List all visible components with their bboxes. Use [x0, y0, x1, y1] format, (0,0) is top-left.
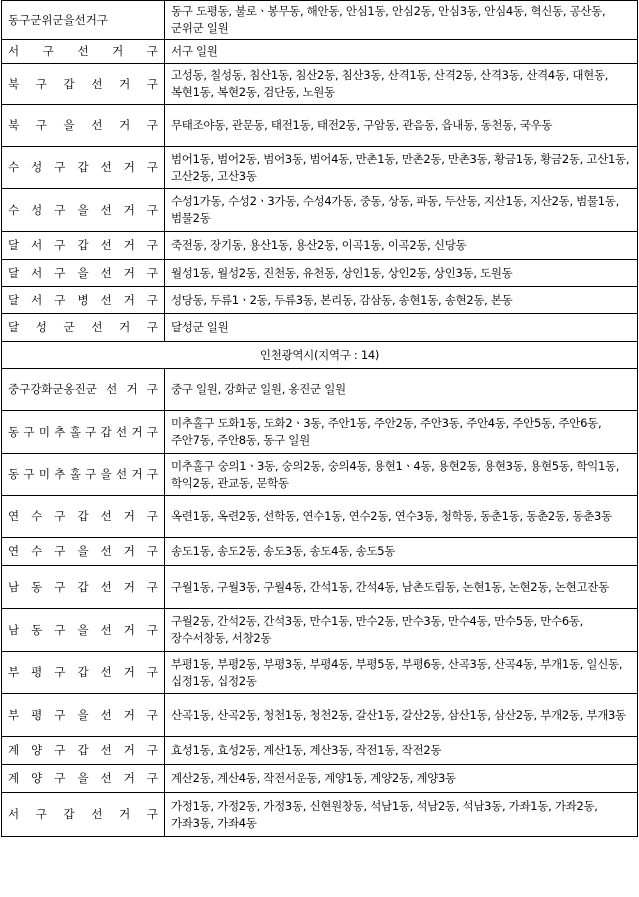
- district-name: 수 성 구 을 선 거 구: [2, 189, 165, 232]
- district-name: 동구군위군을선거구: [2, 1, 165, 40]
- district-areas: 부평1동, 부평2동, 부평3동, 부평4동, 부평5동, 부평6동, 산곡3동, 산곡4동, 부개1동, 일신동, 십정1동, 십정2동: [165, 652, 638, 694]
- district-name: 남 동 구 갑 선 거 구: [2, 566, 165, 609]
- district-row: [2, 287, 638, 314]
- district-row: [2, 369, 638, 411]
- district-name: 수 성 구 갑 선 거 구: [2, 147, 165, 189]
- district-areas: 가정1동, 가정2동, 가정3동, 신현원창동, 석남1동, 석남2동, 석남3동, 가좌1동, 가좌2동, 가좌3동, 가좌4동: [165, 793, 638, 837]
- district-name: 남 동 구 을 선 거 구: [2, 609, 165, 652]
- district-row: [2, 538, 638, 566]
- district-name: 부 평 구 을 선 거 구: [2, 694, 165, 737]
- district-areas: 미추홀구 숭의1ㆍ3동, 숭의2동, 숭의4동, 용현1ㆍ4동, 용현2동, 용현3동, 용현5동, 학익1동, 학익2동, 관교동, 문학동: [165, 454, 638, 496]
- district-areas: 계산2동, 계산4동, 작전서운동, 계양1동, 계양2동, 계양3동: [165, 765, 638, 793]
- district-name: 북 구 갑 선 거 구: [2, 64, 165, 105]
- district-name: 서 구 갑 선 거 구: [2, 793, 165, 837]
- district-name: 달 성 군 선 거 구: [2, 314, 165, 342]
- district-areas: 서구 일원: [165, 40, 638, 64]
- district-areas: 달성군 일원: [165, 314, 638, 342]
- district-name: 북 구 을 선 거 구: [2, 105, 165, 147]
- district-name: 계 양 구 갑 선 거 구: [2, 737, 165, 765]
- district-table: [1, 0, 638, 837]
- district-row: [2, 260, 638, 287]
- district-areas: 고성동, 칠성동, 침산1동, 침산2동, 침산3동, 산격1동, 산격2동, 산격3동, 산격4동, 대현동, 복현1동, 복현2동, 검단동, 노원동: [165, 64, 638, 105]
- district-areas: 구월1동, 구월3동, 구월4동, 간석1동, 간석4동, 남촌도림동, 논현1동, 논현2동, 논현고잔동: [165, 566, 638, 609]
- district-areas: 미추홀구 도화1동, 도화2ㆍ3동, 주안1동, 주안2동, 주안3동, 주안4동, 주안5동, 주안6동, 주안7동, 주안8동, 동구 일원: [165, 411, 638, 454]
- district-row: [2, 496, 638, 538]
- district-areas: 효성1동, 효성2동, 계산1동, 계산3동, 작전1동, 작전2동: [165, 737, 638, 765]
- district-name: 달 서 구 갑 선 거 구: [2, 232, 165, 260]
- district-row: [2, 314, 638, 342]
- section-title: 인천광역시(지역구 : 14): [2, 342, 638, 369]
- district-areas: 성당동, 두류1ㆍ2동, 두류3동, 본리동, 감삼동, 송현1동, 송현2동, 본동: [165, 287, 638, 314]
- district-areas: 송도1동, 송도2동, 송도3동, 송도4동, 송도5동: [165, 538, 638, 566]
- district-row: [2, 454, 638, 496]
- district-row: [2, 64, 638, 105]
- district-row: [2, 189, 638, 232]
- section-header-row: [2, 342, 638, 369]
- district-row: [2, 652, 638, 694]
- district-row: [2, 411, 638, 454]
- daegu-district-rows: [2, 1, 638, 342]
- district-areas: 산곡1동, 산곡2동, 청천1동, 청천2동, 갈산1동, 갈산2동, 삼산1동, 삼산2동, 부개2동, 부개3동: [165, 694, 638, 737]
- district-areas: 수성1가동, 수성2ㆍ3가동, 수성4가동, 중동, 상동, 파동, 두산동, 지산1동, 지산2동, 범물1동, 범물2동: [165, 189, 638, 232]
- district-row: [2, 737, 638, 765]
- district-areas: 동구 도평동, 불로ㆍ봉무동, 해안동, 안심1동, 안심2동, 안심3동, 안심4동, 혁신동, 공산동, 군위군 일원: [165, 1, 638, 40]
- district-areas: 옥련1동, 옥련2동, 선학동, 연수1동, 연수2동, 연수3동, 청학동, 동춘1동, 동춘2동, 동춘3동: [165, 496, 638, 538]
- district-name: 달 서 구 을 선 거 구: [2, 260, 165, 287]
- district-name: 서 구 선 거 구: [2, 40, 165, 64]
- district-row: [2, 694, 638, 737]
- district-areas: 월성1동, 월성2동, 진천동, 유천동, 상인1동, 상인2동, 상인3동, 도원동: [165, 260, 638, 287]
- district-row: [2, 765, 638, 793]
- district-row: [2, 105, 638, 147]
- district-row: [2, 1, 638, 40]
- district-name: 연 수 구 을 선 거 구: [2, 538, 165, 566]
- district-areas: 무태조야동, 관문동, 태전1동, 태전2동, 구암동, 관음동, 읍내동, 동천동, 국우동: [165, 105, 638, 147]
- district-name: 중구강화군옹진군 선 거 구: [2, 369, 165, 411]
- district-row: [2, 609, 638, 652]
- district-areas: 범어1동, 범어2동, 범어3동, 범어4동, 만촌1동, 만촌2동, 만촌3동, 황금1동, 황금2동, 고산1동, 고산2동, 고산3동: [165, 147, 638, 189]
- district-name: 동 구 미 추 홀 구 갑 선 거 구: [2, 411, 165, 454]
- district-areas: 죽전동, 장기동, 용산1동, 용산2동, 이곡1동, 이곡2동, 신당동: [165, 232, 638, 260]
- incheon-district-rows: [2, 369, 638, 837]
- district-row: [2, 566, 638, 609]
- district-row: [2, 793, 638, 837]
- district-name: 달 서 구 병 선 거 구: [2, 287, 165, 314]
- district-areas: 중구 일원, 강화군 일원, 옹진군 일원: [165, 369, 638, 411]
- district-row: [2, 40, 638, 64]
- district-name: 부 평 구 갑 선 거 구: [2, 652, 165, 694]
- district-name: 동 구 미 추 홀 구 을 선 거 구: [2, 454, 165, 496]
- district-name: 계 양 구 을 선 거 구: [2, 765, 165, 793]
- incheon-section: [2, 342, 638, 369]
- district-row: [2, 147, 638, 189]
- district-name: 연 수 구 갑 선 거 구: [2, 496, 165, 538]
- district-areas: 구월2동, 간석2동, 간석3동, 만수1동, 만수2동, 만수3동, 만수4동, 만수5동, 만수6동, 장수서창동, 서창2동: [165, 609, 638, 652]
- district-row: [2, 232, 638, 260]
